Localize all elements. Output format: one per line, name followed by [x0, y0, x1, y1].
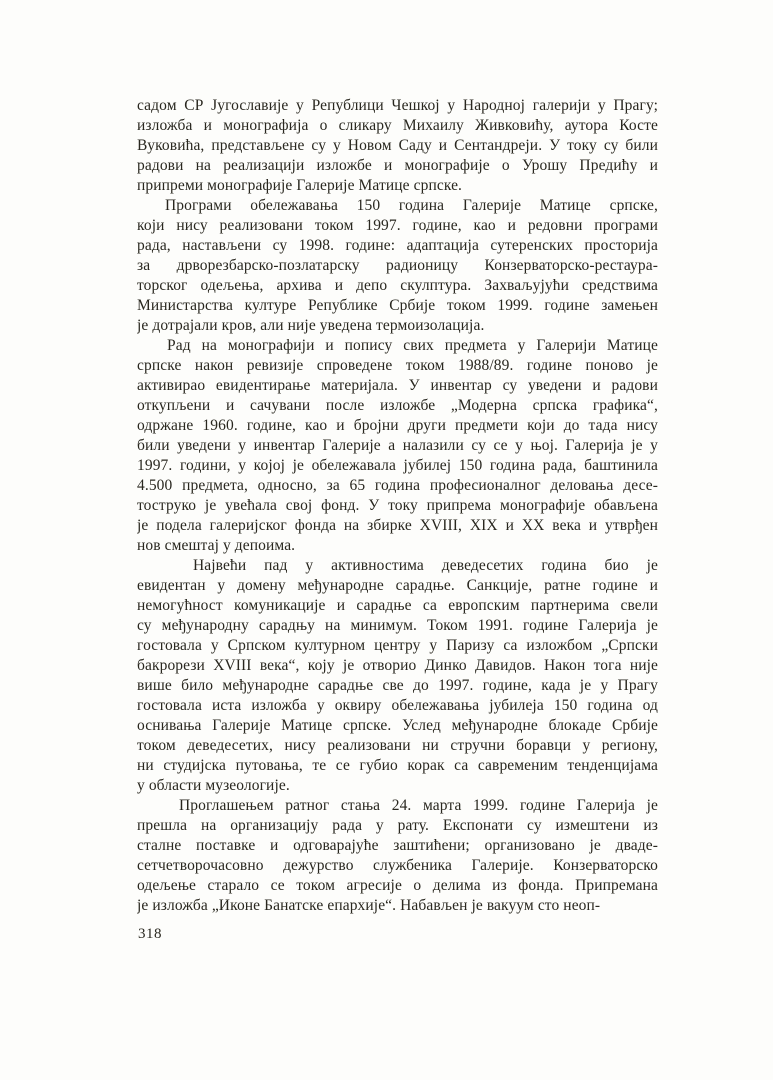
- text-line: Вуковића, представљене су у Новом Саду и Сентандреји. У току су били: [137, 137, 658, 154]
- text-line: током деведесетих, нису реализовани ни стручни боравци у региону,: [137, 737, 658, 754]
- text-line: Проглашењем ратног стања 24. марта 1999. године Галерија је: [179, 797, 658, 814]
- text-line: је подела галеријског фонда на збирке XVIII, XIX и XX века и утврђен: [137, 517, 658, 534]
- text-line: у области музеологије.: [137, 777, 290, 794]
- text-line: је дотрајали кров, али није уведена термоизолација.: [137, 317, 485, 334]
- text-line: немогућност комуникације и сарадње са европским партнерима свели: [137, 597, 658, 614]
- paragraph: [137, 336, 658, 556]
- text-line: за дрворезбарско-позлатарску радионицу Конзерваторско-рестаура-: [137, 257, 658, 274]
- paragraph: [137, 796, 658, 916]
- text-line: Програми обележавања 150 година Галерије Матице српске,: [165, 197, 658, 214]
- text-line: одељење старало се током агресије о делима из фонда. Припремана: [137, 877, 658, 894]
- text-line: гостовала иста изложба у оквиру обележавања јубилеја 150 година од: [137, 697, 658, 714]
- paragraph: [137, 96, 658, 196]
- text-line: садом СР Југославије у Републици Чешкој у Народној галерији у Прагу;: [137, 97, 658, 114]
- text-block: [137, 96, 658, 916]
- text-line: оснивања Галерије Матице српске. Услед међународне блокаде Србије: [137, 717, 658, 734]
- text-line: били уведени у инвентар Галерије а налазили су се у њој. Галерија је у: [137, 437, 658, 454]
- text-line: прешла на организацију рада у рату. Експонати су измештени из: [137, 817, 658, 834]
- text-line: српске након ревизије спроведене током 1988/89. године поново је: [137, 357, 658, 374]
- text-line: Рад на монографији и попису свих предмета у Галерији Матице: [167, 337, 658, 354]
- text-line: ни студијска путовања, те се губио корак са савременим тенденцијама: [137, 757, 658, 774]
- text-line: сталне поставке и одговарајуће заштићени; организовано је дваде-: [137, 837, 658, 854]
- text-line: 4.500 предмета, односно, за 65 година професионалног деловања десе-: [137, 477, 658, 494]
- text-line: је изложба „Иконе Банатске епархије“. Набављен је вакуум сто неоп-: [137, 897, 601, 914]
- text-line: Министарства културе Републике Србије током 1999. године замењен: [137, 297, 658, 314]
- text-line: који нису реализовани током 1997. године, као и редовни програми: [137, 217, 658, 234]
- text-line: радови на реализацији изложбе и монографије о Урошу Предићу и: [137, 157, 658, 174]
- text-line: бакрорези XVIII века“, коју је отворио Динко Давидов. Након тога није: [137, 657, 658, 674]
- text-line: 1997. години, у којој је обележавала јубилеј 150 година рада, баштинила: [137, 457, 658, 474]
- text-line: сетчетворочасовно дежурство службеника Галерије. Конзерваторско: [137, 857, 658, 874]
- text-line: одржане 1960. године, као и бројни други предмети који до тада нису: [137, 417, 658, 434]
- paragraph: [137, 196, 658, 336]
- text-line: више било међународне сарадње све до 1997. године, када је у Прагу: [137, 677, 658, 694]
- text-line: тоструко је увећала свој фонд. У току припрема монографије обављена: [137, 497, 658, 514]
- text-line: рада, настављени су 1998. године: адаптација сутеренских просторија: [137, 237, 658, 254]
- text-line: су међународну сарадњу на минимум. Током 1991. године Галерија је: [137, 617, 658, 634]
- text-line: изложба и монографија о сликару Михаилу Живковићу, аутора Косте: [137, 117, 658, 134]
- text-line: евидентан у домену међународне сарадње. Санкције, ратне године и: [137, 577, 658, 594]
- text-line: нов смештај у депоима.: [137, 537, 296, 554]
- text-line: припреми монографије Галерије Матице српске.: [137, 177, 463, 194]
- text-line: откупљени и сачувани после изложбе „Модерна српска графика“,: [137, 397, 658, 414]
- page-number: 318: [138, 926, 162, 942]
- text-line: гостовала у Српском културном центру у Паризу са изложбом „Српски: [137, 637, 658, 654]
- paragraph: [137, 556, 658, 796]
- text-line: активирао евидентирање материјала. У инвентар су уведени и радови: [137, 377, 658, 394]
- text-line: Највећи пад у активностима деведесетих година био је: [193, 557, 658, 574]
- text-line: торског одељења, архива и депо скулптура. Захваљујући средствима: [137, 277, 658, 294]
